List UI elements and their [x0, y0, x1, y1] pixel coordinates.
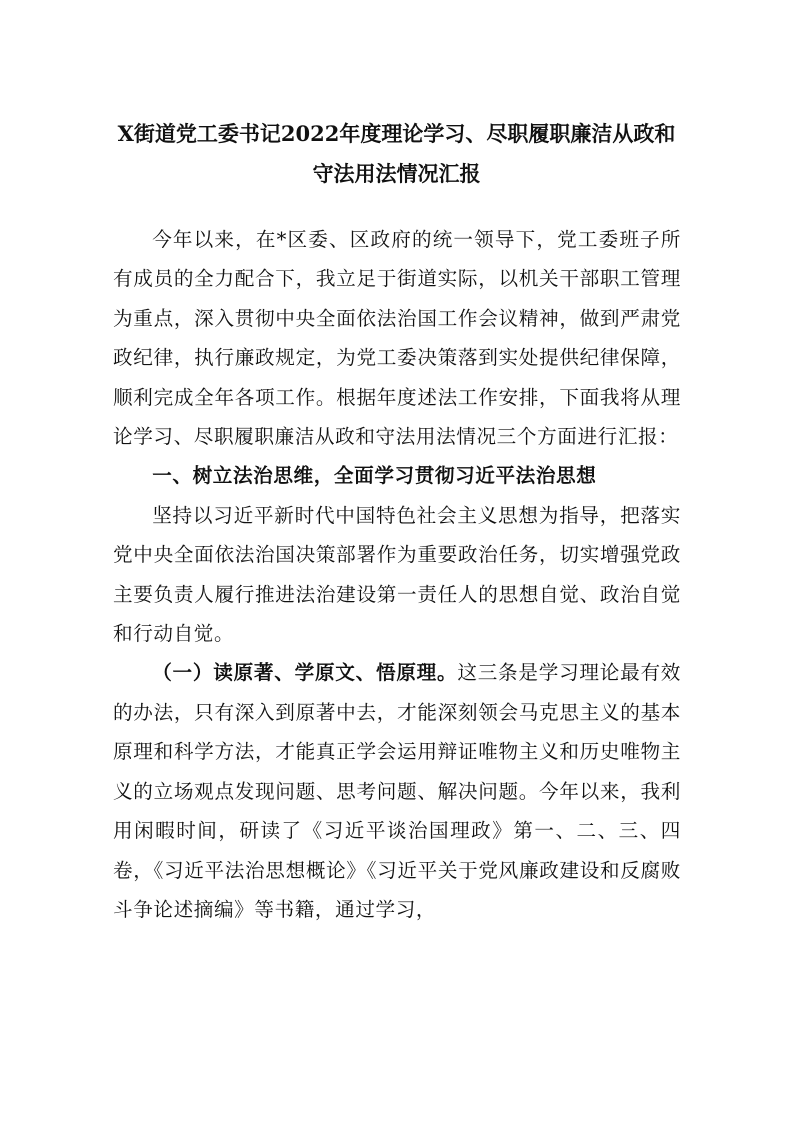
- section-heading-1: 一、树立法治思维，全面学习贯彻习近平法治思想: [152, 464, 597, 488]
- section-1-paragraph: 坚持以习近平新时代中国特色社会主义思想为指导，把落实党中央全面依法治国决策部署作为重要政治任务，切实增强党政主要负责人履行推进法治建设第一责任人的思想自觉、政治自觉和行动自觉。: [113, 503, 681, 646]
- document-title-line-2: 守法用法情况汇报: [312, 161, 481, 186]
- document-title-line-1: X街道党工委书记2022年度理论学习、尽职履职廉洁从政和: [117, 121, 676, 146]
- document-body: [113, 220, 681, 929]
- subsection-1-paragraph: [113, 653, 681, 929]
- intro-paragraph: 今年以来，在*区委、区政府的统一领导下，党工委班子所有成员的全力配合下，我立足于街道实际，以机关干部职工管理为重点，深入贯彻中央全面依法治国工作会议精神，做到严肃党政纪律，执行廉政规定，为党工委决策落到实处提供纪律保障，顺利完成全年各项工作。根据年度述法工作安排，下面我将从理论学习、尽职履职廉洁从政和守法用法情况三个方面进行汇报：: [113, 228, 681, 449]
- subsection-1-text: 这三条是学习理论最有效的办法，只有深入到原著中去，才能深刻领会马克思主义的基本原理和科学方法，才能真正学会运用辩证唯物主义和历史唯物主义的立场观点发现问题、思考问题、解决问题。今年以来，我利用闲暇时间，研读了《习近平谈治国理政》第一、二、三、四卷，《习近平法治思想概论》《习近平关于党风廉政建设和反腐败斗争论述摘编》等书籍，通过学习，: [113, 661, 681, 921]
- subsection-1-lead: （一）读原著、学原文、悟原理。: [152, 661, 458, 685]
